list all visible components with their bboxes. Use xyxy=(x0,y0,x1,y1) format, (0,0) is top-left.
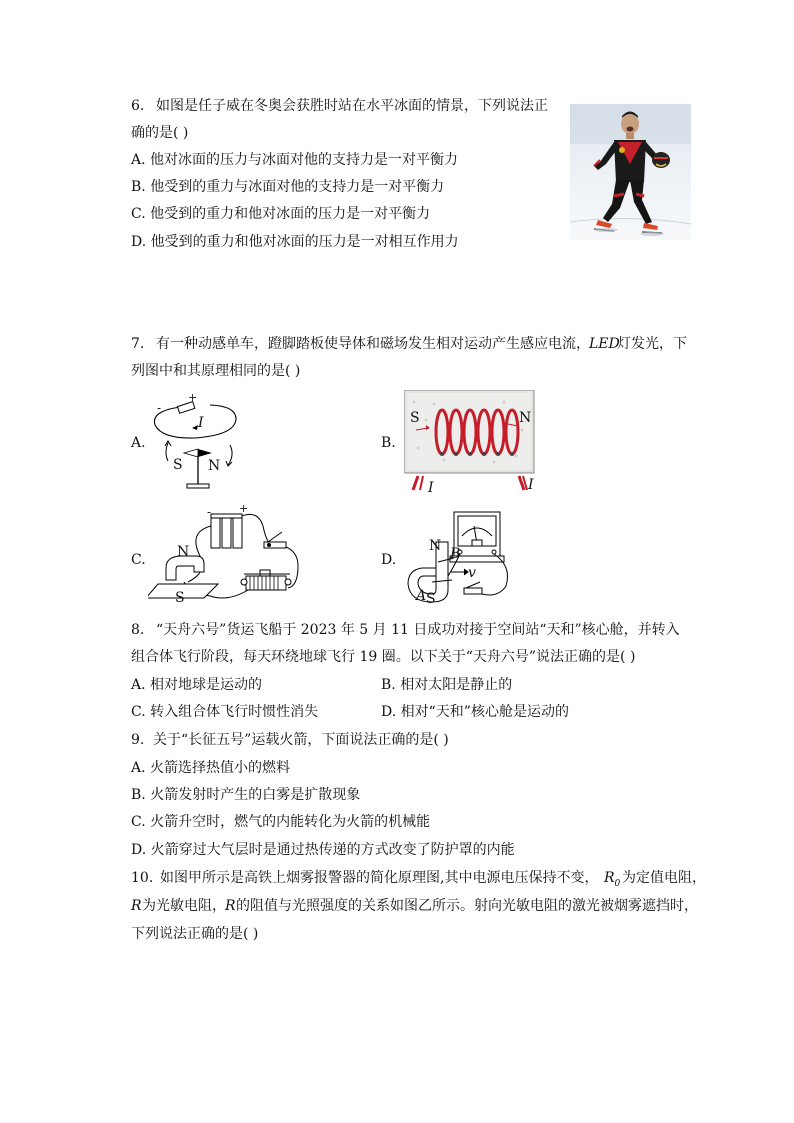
fig-c-north: N xyxy=(177,544,190,560)
q6-option-a[interactable]: A. 他对冰面的压力与冰面对他的支持力是一对平衡力 xyxy=(131,152,459,168)
q8-number: 8. xyxy=(131,622,145,638)
q9-option-c[interactable]: C. 火箭升空时，燃气的内能转化为火箭的机械能 xyxy=(131,814,431,830)
q10-line3: 下列说法正确的是( ) xyxy=(131,926,259,942)
fig-c-minus: - xyxy=(207,505,212,519)
fig-a-north: N xyxy=(208,458,221,474)
q6-stem-line1: 如图是任子威在冬奥会获胜时站在水平冰面的情景，下列说法正 xyxy=(156,98,548,114)
q9-stem: 关于“长征五号”运载火箭，下面说法正确的是( ) xyxy=(153,732,449,748)
fig-a-plus: + xyxy=(188,391,198,404)
q6-number: 6. xyxy=(131,98,145,114)
q6-option-d[interactable]: D. 他受到的重力和他对冰面的压力是一对相互作用力 xyxy=(131,234,459,250)
fig-c-plus: + xyxy=(239,502,249,515)
q7-figure-b[interactable] xyxy=(404,390,536,494)
fig-d-velocity: v xyxy=(468,565,476,581)
solenoid-photo xyxy=(404,390,536,494)
fig-a-current: I xyxy=(198,415,204,431)
q7-option-c-label[interactable]: C. xyxy=(131,552,146,568)
q7-option-a-label[interactable]: A. xyxy=(131,435,146,451)
skater-photo xyxy=(570,104,691,240)
q10-number: 10. xyxy=(131,870,154,886)
fig-b-current-left: I xyxy=(428,480,434,496)
q7-option-b-label[interactable]: B. xyxy=(381,435,396,451)
fig-d-north: N xyxy=(429,538,442,554)
fig-a-south: S xyxy=(173,457,183,473)
q7-option-d-label[interactable]: D. xyxy=(381,552,397,568)
q7-number: 7. xyxy=(131,336,145,352)
q10-r0-symbol: $R_0$ xyxy=(604,870,621,889)
q9-number: 9. xyxy=(131,732,145,748)
q8-option-b[interactable]: B. 相对太阳是静止的 xyxy=(381,677,513,693)
q10-line1-part1: 如图甲所示是高铁上烟雾报警器的简化原理图,其中电源电压保持不变， xyxy=(160,870,599,886)
q7-stem-line1-part1: 有一种动感单车，蹬脚踏板使导体和磁场发生相对运动产生感应电流， xyxy=(156,336,590,352)
q10-r-symbol-2: R xyxy=(225,898,236,914)
fig-d-south: S xyxy=(426,591,436,607)
fig-c-south: S xyxy=(175,590,185,606)
q10-line2-part1: 为光敏电阻， xyxy=(142,898,226,914)
fig-a-minus: - xyxy=(157,401,162,415)
compass-circuit-diagram xyxy=(150,395,245,495)
q10-r-symbol-1: R xyxy=(131,898,142,914)
q8-stem-line2: 组合体飞行阶段，每天环绕地球飞行 19 圈。以下关于“天舟六号”说法正确的是( ) xyxy=(131,649,636,665)
q8-option-c[interactable]: C. 转入组合体飞行时惯性消失 xyxy=(131,704,319,720)
fig-d-point-b: B xyxy=(450,546,461,562)
fig-b-north: N xyxy=(519,410,532,426)
q6-option-b[interactable]: B. 他受到的重力与冰面对他的支持力是一对平衡力 xyxy=(131,179,445,195)
q7-stem-line1-part2: 灯发光，下 xyxy=(617,336,687,352)
q7-figure-a[interactable] xyxy=(150,391,245,495)
q7-led-label: LED xyxy=(589,336,620,352)
q6-option-c[interactable]: C. 他受到的重力和他对冰面的压力是一对平衡力 xyxy=(131,206,431,222)
fig-b-south: S xyxy=(410,410,420,426)
q10-line1-part2: 为定值电阻， xyxy=(622,870,706,886)
fig-d-point-a: A xyxy=(416,588,427,604)
q9-option-a[interactable]: A. 火箭选择热值小的燃料 xyxy=(131,760,291,776)
q9-option-b[interactable]: B. 火箭发射时产生的白雾是扩散现象 xyxy=(131,787,361,803)
q8-option-a[interactable]: A. 相对地球是运动的 xyxy=(131,677,263,693)
q7-figure-c[interactable] xyxy=(148,502,308,606)
fig-b-current-right: I xyxy=(528,477,534,493)
q7-stem-line2: 列图中和其原理相同的是( ) xyxy=(131,363,301,379)
motor-circuit-diagram xyxy=(148,506,308,606)
q8-stem-line1: “天舟六号”货运飞船于 2023 年 5 月 11 日成功对接于空间站“天和”核心舱，并转入 xyxy=(156,622,680,638)
q6-stem-line2: 确的是( ) xyxy=(131,125,189,141)
q9-option-d[interactable]: D. 火箭穿过大气层时是通过热传递的方式改变了防护罩的内能 xyxy=(131,842,515,858)
q10-line2-part2: 的阻值与光照强度的关系如图乙所示。射向光敏电阻的激光被烟雾遮挡时， xyxy=(236,898,698,914)
q7-figure-d[interactable] xyxy=(402,510,522,610)
q8-option-d[interactable]: D. 相对“天和”核心舱是运动的 xyxy=(381,704,569,720)
